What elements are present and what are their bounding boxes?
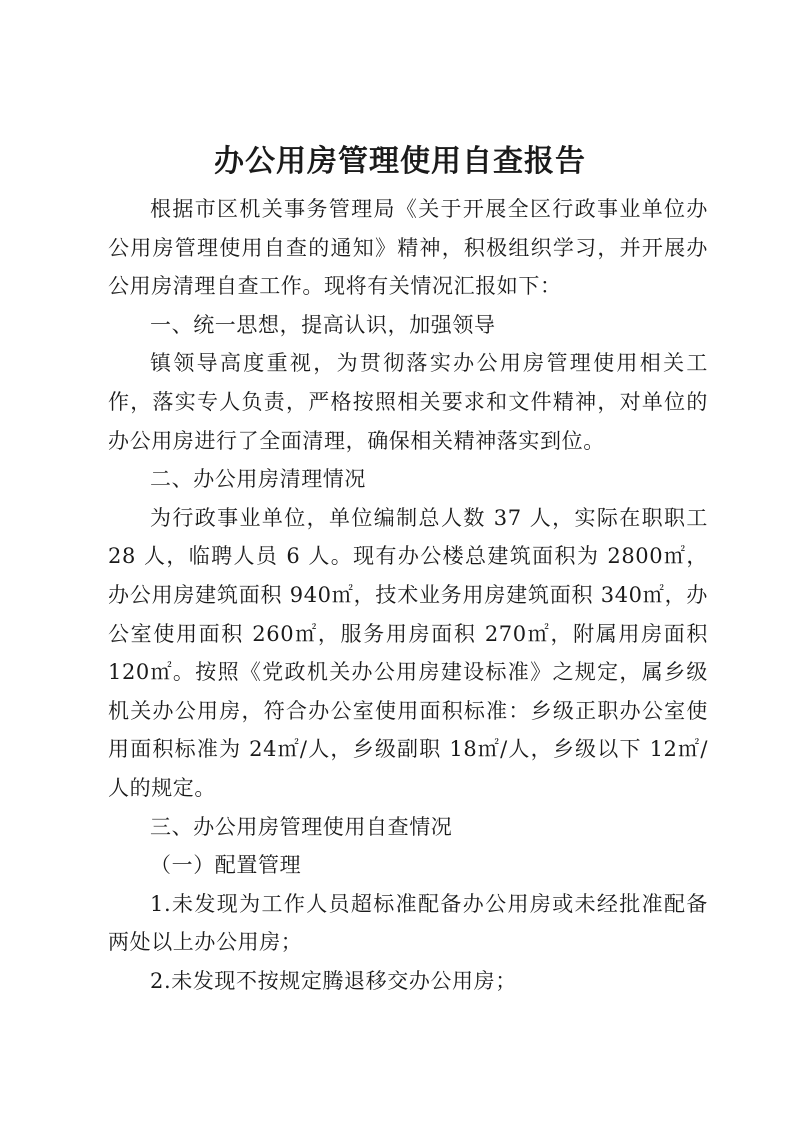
section-heading-3: 三、办公用房管理使用自查情况 bbox=[150, 814, 453, 839]
document-title: 办公用房管理使用自查报告 bbox=[214, 144, 586, 179]
document-body bbox=[108, 190, 708, 1000]
subsection-heading-1: （一）配置管理 bbox=[150, 853, 302, 878]
list-item-1: 1.未发现为工作人员超标准配备办公用房或未经批准配备两处以上办公用房； bbox=[108, 891, 708, 955]
paragraph-section-1: 镇领导高度重视，为贯彻落实办公用房管理使用相关工作，落实专人负责，严格按照相关要求和文件精神，对单位的办公用房进行了全面清理，确保相关精神落实到位。 bbox=[108, 351, 708, 453]
section-heading-1: 一、统一思想，提高认识，加强领导 bbox=[150, 312, 496, 337]
list-item-2: 2.未发现不按规定腾退移交办公用房； bbox=[150, 968, 517, 993]
paragraph-intro: 根据市区机关事务管理局《关于开展全区行政事业单位办公用房管理使用自查的通知》精神，积极组织学习，并开展办公用房清理自查工作。现将有关情况汇报如下： bbox=[108, 197, 708, 299]
section-heading-2: 二、办公用房清理情况 bbox=[150, 467, 366, 492]
paragraph-section-2: 为行政事业单位，单位编制总人数 37 人，实际在职职工 28 人，临聘人员 6 人。现有办公楼总建筑面积为 2800㎡，办公用房建筑面积 940㎡，技术业务用房建筑面积 340㎡，办公室使用面积 260㎡，服务用房面积 270㎡，附属用房面积 120㎡。按照《党政机关办公用房建设标准》之规定，属乡级机关办公用房，符合办公室使用面积标准：乡级正职办公室使用面积标准为 24㎡/人，乡级副职 18㎡/人，乡级以下 12㎡/人的规定。 bbox=[108, 505, 708, 800]
